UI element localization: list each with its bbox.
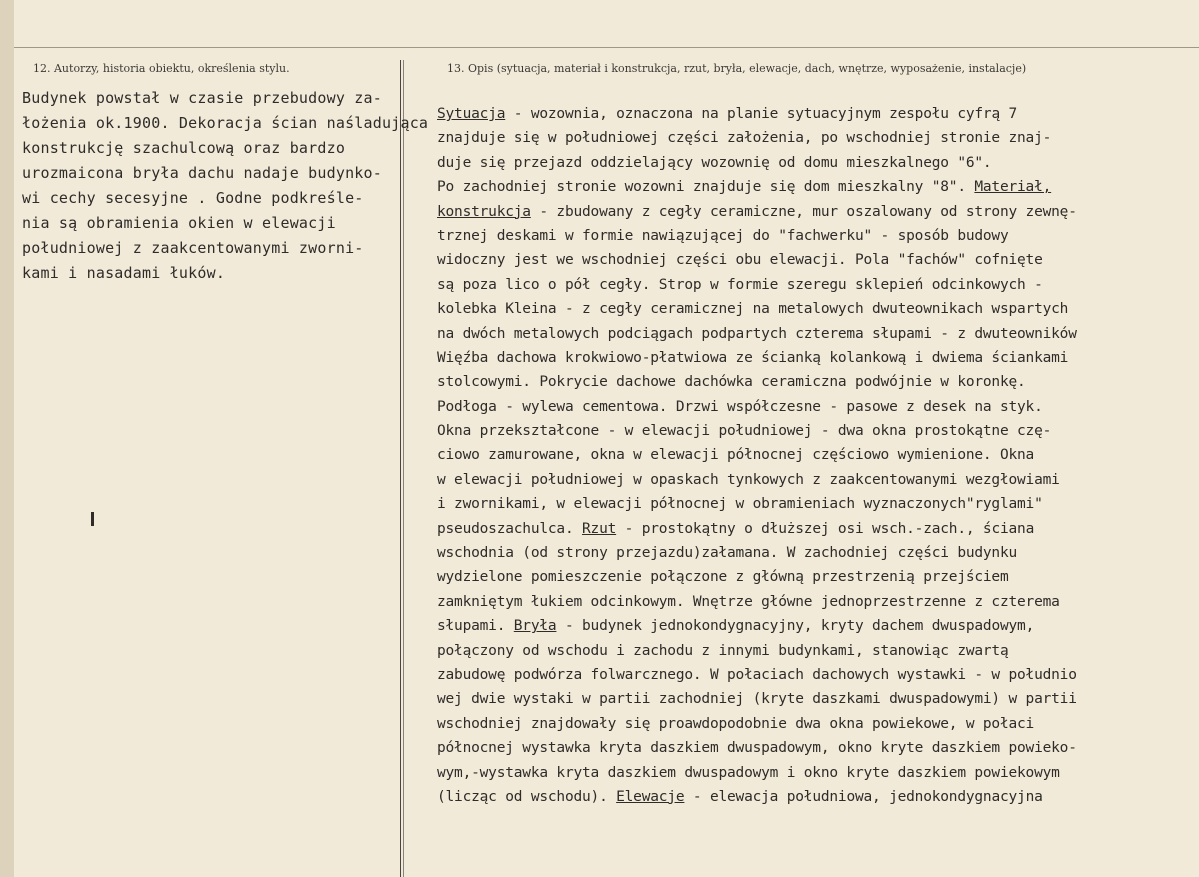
text-span: Podłoga - wylewa cementowa. Drzwi współczesne - pasowe z desek na styk. xyxy=(437,398,1043,415)
text-line xyxy=(437,517,1197,541)
text-span: - budynek jednokondygnacyjny, kryty dachem dwuspadowym, xyxy=(556,618,1035,635)
section-heading: Materiał, xyxy=(974,179,1052,196)
text-line xyxy=(437,151,1197,175)
text-line xyxy=(437,590,1197,614)
text-line xyxy=(437,419,1197,443)
text-span: - zbudowany z cegły ceramiczne, mur oszalowany od strony zewnę- xyxy=(530,203,1077,220)
section-13-header: 13. Opis (sytuacja, materiał i konstrukcja, rzut, bryła, elewacje, dach, wnętrze, wyposażenie, instalacje) xyxy=(447,62,1027,75)
text-line xyxy=(437,712,1197,736)
text-line xyxy=(437,175,1197,199)
text-line xyxy=(437,443,1197,467)
text-line xyxy=(437,322,1197,346)
text-line xyxy=(437,761,1197,785)
section-heading: Bryła xyxy=(513,618,557,635)
text-line: konstrukcję szachulcową oraz bardzo xyxy=(22,139,346,157)
section-heading: Elewacje xyxy=(616,788,685,805)
text-line: kami i nasadami łuków. xyxy=(22,264,226,282)
text-line xyxy=(437,395,1197,419)
text-line xyxy=(437,102,1197,126)
text-line: wi cechy secesyjne . Godne podkreśle- xyxy=(22,189,364,207)
text-span: wydzielone pomieszczenie połączone z główną przestrzenią przejściem xyxy=(437,569,1009,586)
text-line: Budynek powstał w czasie przebudowy za- xyxy=(22,89,382,107)
text-span: wym,-wystawka kryta daszkiem dwuspadowym i okno kryte daszkiem powiekowym xyxy=(437,764,1060,781)
text-span: w elewacji południowej w opaskach tynkowych z zaakcentowanymi wezgłowiami xyxy=(437,471,1060,488)
text-span: znajduje się w południowej części założenia, po wschodniej stronie znaj- xyxy=(437,130,1052,147)
section-heading: konstrukcja xyxy=(437,203,531,220)
text-span: połączony od wschodu i zachodu z innymi budynkami, stanowiąc zwartą xyxy=(437,642,1009,659)
text-line xyxy=(437,492,1197,516)
text-span: Po zachodniej stronie wozowni znajduje się dom mieszkalny "8". xyxy=(437,179,975,196)
section-heading: Rzut xyxy=(582,520,617,537)
text-span: i zwornikami, w elewacji północnej w obramieniach wyznaczonych"ryglami" xyxy=(437,496,1043,513)
text-span: trznej deskami w formie nawiązującej do "fachwerku" - sposób budowy xyxy=(437,227,1009,244)
text-line xyxy=(437,663,1197,687)
text-span: - prostokątny o dłuższej osi wsch.-zach., ściana xyxy=(616,520,1035,537)
page-edge xyxy=(0,0,14,877)
text-span: Okna przekształcone - w elewacji południowej - dwa okna prostokątne czę- xyxy=(437,423,1052,440)
text-span: stolcowymi. Pokrycie dachowe dachówka ceramiczna podwójnie w koronkę. xyxy=(437,374,1026,391)
ink-mark xyxy=(91,512,94,526)
text-span: wej dwie wystaki w partii zachodniej (kryte daszkami dwuspadowymi) w partii xyxy=(437,691,1077,708)
text-line xyxy=(437,614,1197,638)
text-line xyxy=(437,200,1197,224)
text-line xyxy=(437,468,1197,492)
text-line xyxy=(437,565,1197,589)
text-line xyxy=(437,273,1197,297)
text-span: zamkniętym łukiem odcinkowym. Wnętrze główne jednoprzestrzenne z czterema xyxy=(437,593,1060,610)
text-line xyxy=(437,541,1197,565)
text-line xyxy=(437,370,1197,394)
text-line xyxy=(437,736,1197,760)
text-line xyxy=(437,346,1197,370)
text-line: łożenia ok.1900. Dekoracja ścian naśladująca xyxy=(22,114,429,132)
text-line xyxy=(437,785,1197,809)
text-span: kolebka Kleina - z cegły ceramicznej na metalowych dwuteownikach wspartych xyxy=(437,301,1069,318)
text-span: ciowo zamurowane, okna w elewacji północnej częściowo wymienione. Okna xyxy=(437,447,1035,464)
text-span: (licząc od wschodu). xyxy=(437,788,617,805)
text-line xyxy=(437,224,1197,248)
section-12-header: 12. Autorzy, historia obiektu, określenia stylu. xyxy=(33,62,290,75)
text-line xyxy=(437,297,1197,321)
text-line xyxy=(437,248,1197,272)
text-span: wschodnia (od strony przejazdu)załamana. W zachodniej części budynku xyxy=(437,545,1018,562)
text-span: są poza lico o pół cegły. Strop w formie szeregu sklepień odcinkowych - xyxy=(437,276,1043,293)
top-rule xyxy=(14,47,1199,48)
text-line xyxy=(437,126,1197,150)
text-span: duje się przejazd oddzielający wozownię od domu mieszkalnego "6". xyxy=(437,154,992,171)
text-span: - wozownia, oznaczona na planie sytuacyjnym zespołu cyfrą 7 xyxy=(505,106,1018,122)
text-span: północnej wystawka kryta daszkiem dwuspadowym, okno kryte daszkiem powieko- xyxy=(437,740,1077,757)
text-line xyxy=(437,687,1197,711)
text-span: - elewacja południowa, jednokondygnacyjna xyxy=(684,788,1043,805)
text-span: Więźba dachowa krokwiowo-płatwiowa ze ścianką kolankową i dwiema ściankami xyxy=(437,349,1069,366)
text-line: południowej z zaakcentowanymi zworni- xyxy=(22,239,364,257)
text-span: zabudowę podwórza folwarcznego. W połaciach dachowych wystawki - w południo xyxy=(437,666,1077,683)
text-span: pseudoszachulca. xyxy=(437,520,583,537)
text-span: wschodniej znajdowały się proawdopodobnie dwa okna powiekowe, w połaci xyxy=(437,715,1035,732)
text-span: widoczny jest we wschodniej części obu elewacji. Pola "fachów" cofnięte xyxy=(437,252,1043,269)
text-line: nia są obramienia okien w elewacji xyxy=(22,214,336,232)
authors-history-text xyxy=(22,86,429,286)
text-line: urozmaicona bryła dachu nadaje budynko- xyxy=(22,164,382,182)
description-text xyxy=(437,102,1197,809)
text-span: na dwóch metalowych podciągach podpartych czterema słupami - z dwuteowników xyxy=(437,325,1077,342)
section-heading: Sytuacja xyxy=(437,106,506,122)
text-span: słupami. xyxy=(437,618,514,635)
text-line xyxy=(437,639,1197,663)
